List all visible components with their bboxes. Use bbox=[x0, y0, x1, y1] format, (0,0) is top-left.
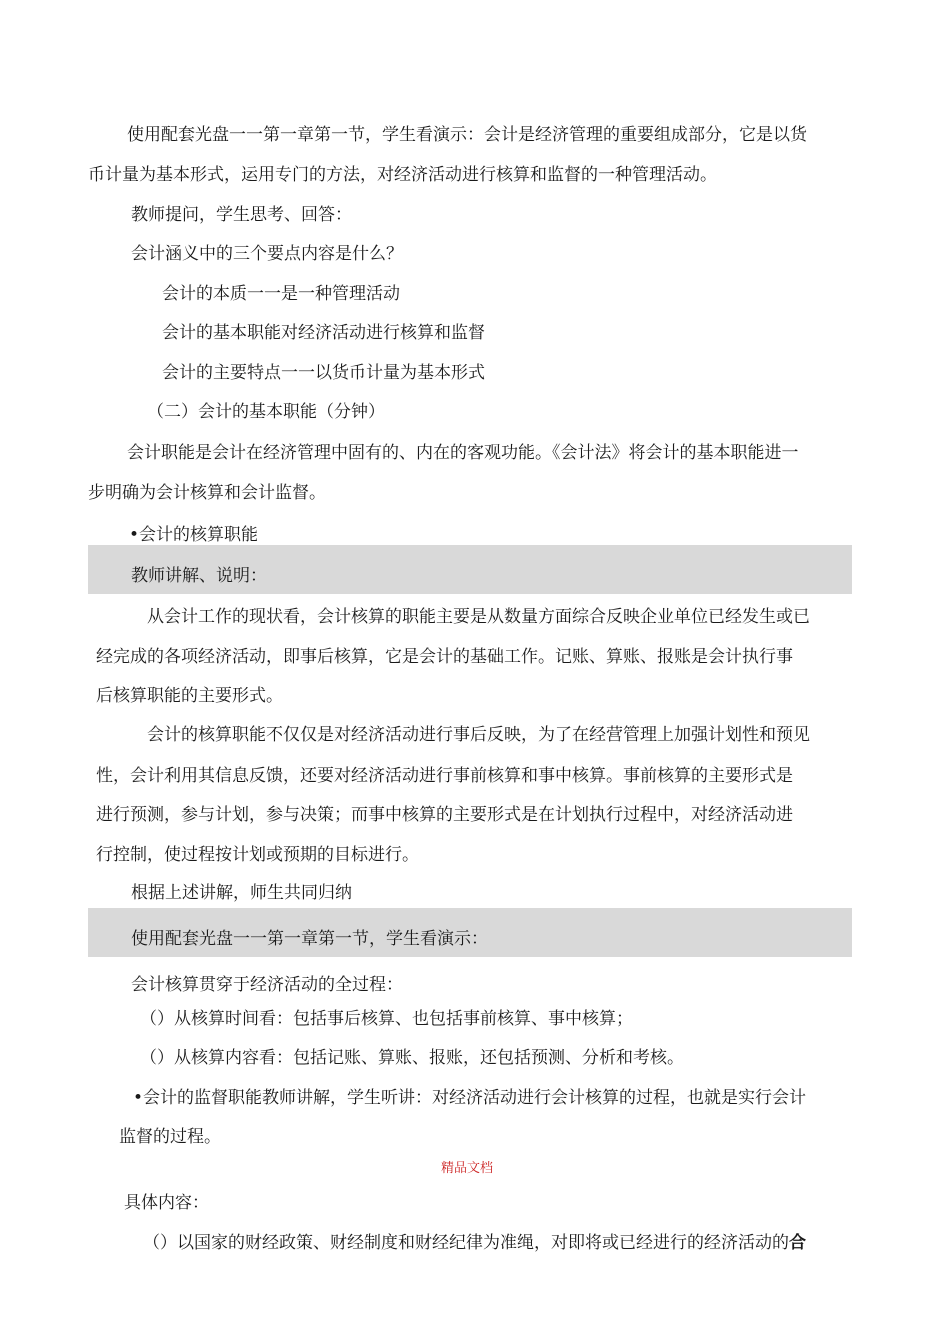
paragraph-8-line-1: 会计职能是会计在经济管理中固有的、内在的客观功能。《会计法》将会计的基本职能进一 bbox=[127, 443, 799, 463]
paragraph-1-line-1: 使用配套光盘一一第一章第一节，学生看演示：会计是经济管理的重要组成部分，它是以货 bbox=[127, 125, 807, 145]
paragraph-12-line-3: 进行预测，参与计划，参与决策；而事中核算的主要形式是在计划执行过程中，对经济活动进 bbox=[96, 805, 793, 825]
paragraph-15: 会计核算贯穿于经济活动的全过程： bbox=[131, 975, 403, 995]
paragraph-20-text: （）以国家的财经政策、财经制度和财经纪律为准绳，对即将或已经进行的经济活动的 bbox=[143, 1233, 789, 1253]
paragraph-2: 教师提问，学生思考、回答： bbox=[131, 205, 352, 225]
paragraph-20 bbox=[143, 1231, 806, 1255]
section-heading: （二）会计的基本职能（分钟） bbox=[147, 402, 385, 422]
watermark-text: 精品文档 bbox=[441, 1161, 494, 1176]
paragraph-18-line-1: •会计的监督职能教师讲解，学生听讲：对经济活动进行会计核算的过程，也就是实行会计 bbox=[133, 1088, 807, 1108]
paragraph-8-line-2: 步明确为会计核算和会计监督。 bbox=[88, 483, 326, 503]
paragraph-11-line-3: 后核算职能的主要形式。 bbox=[96, 686, 283, 706]
paragraph-14: 使用配套光盘一一第一章第一节，学生看演示： bbox=[131, 929, 488, 949]
paragraph-12-line-2: 性，会计利用其信息反馈，还要对经济活动进行事前核算和事中核算。事前核算的主要形式是 bbox=[96, 766, 793, 786]
paragraph-18-line-2: 监督的过程。 bbox=[119, 1127, 221, 1147]
bullet-accounting-function: •会计的核算职能 bbox=[129, 525, 259, 545]
paragraph-12-line-4: 行控制，使过程按计划或预期的目标进行。 bbox=[96, 845, 419, 865]
paragraph-6: 会计的主要特点一一以货币计量为基本形式 bbox=[162, 363, 485, 383]
paragraph-19: 具体内容： bbox=[124, 1193, 209, 1213]
paragraph-5: 会计的基本职能对经济活动进行核算和监督 bbox=[162, 323, 485, 343]
paragraph-4: 会计的本质一一是一种管理活动 bbox=[162, 284, 400, 304]
paragraph-11-line-1: 从会计工作的现状看，会计核算的职能主要是从数量方面综合反映企业单位已经发生或已 bbox=[147, 607, 810, 627]
paragraph-13: 根据上述讲解，师生共同归纳 bbox=[131, 883, 352, 903]
paragraph-1-line-2: 币计量为基本形式，运用专门的方法，对经济活动进行核算和监督的一种管理活动。 bbox=[88, 165, 717, 185]
paragraph-10: 教师讲解、说明： bbox=[131, 566, 267, 586]
paragraph-12-line-1: 会计的核算职能不仅仅是对经济活动进行事后反映，为了在经营管理上加强计划性和预见 bbox=[147, 725, 810, 745]
paragraph-16: （）从核算时间看：包括事后核算、也包括事前核算、事中核算； bbox=[140, 1009, 633, 1029]
paragraph-3: 会计涵义中的三个要点内容是什么？ bbox=[131, 244, 403, 264]
paragraph-17: （）从核算内容看：包括记账、算账、报账，还包括预测、分析和考核。 bbox=[140, 1048, 684, 1068]
paragraph-11-line-2: 经完成的各项经济活动，即事后核算，它是会计的基础工作。记账、算账、报账是会计执行事 bbox=[96, 647, 793, 667]
paragraph-20-bold-char: 合 bbox=[789, 1233, 806, 1253]
